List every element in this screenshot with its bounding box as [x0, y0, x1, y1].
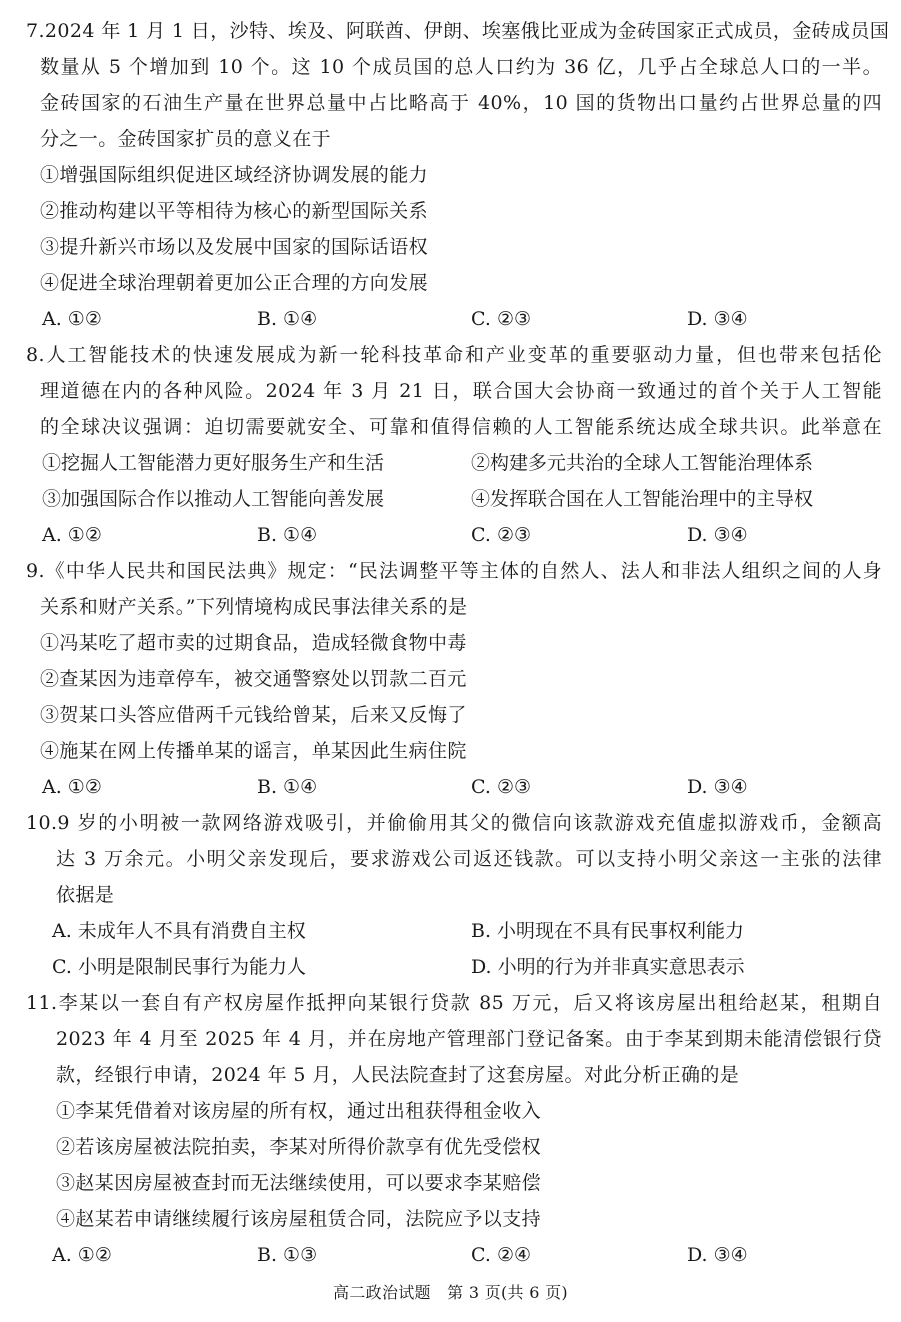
statement-item: ④促进全球治理朝着更加公正合理的方向发展 — [40, 272, 429, 294]
question-stem-line: 关系和财产关系。”下列情境构成民事法律关系的是 — [40, 596, 468, 618]
choice-c: C. ②③ — [471, 308, 532, 330]
choice-c: C. ②④ — [471, 1244, 532, 1266]
statement-item: ④施某在网上传播单某的谣言，单某因此生病住院 — [40, 740, 467, 762]
choice-b: B. 小明现在不具有民事权利能力 — [471, 920, 745, 942]
question-stem-line: 分之一。金砖国家扩员的意义在于 — [40, 128, 332, 150]
statement-item: ③提升新兴市场以及发展中国家的国际话语权 — [40, 236, 429, 258]
question-stem-line: 理道德在内的各种风险。2024 年 3 月 21 日，联合国大会协商一致通过的首个关于人工智能 — [40, 380, 882, 402]
question-stem-line: 金砖国家的石油生产量在世界总量中占比略高于 40%，10 国的货物出口量约占世界总量的四 — [40, 92, 882, 114]
choice-c: C. ②③ — [471, 524, 532, 546]
statement-item: ②查某因为违章停车，被交通警察处以罚款二百元 — [40, 668, 467, 690]
question-stem-line: 2023 年 4 月至 2025 年 4 月，并在房地产管理部门登记备案。由于李某到期未能清偿银行贷 — [56, 1028, 882, 1050]
choice-a: A. ①② — [52, 1244, 112, 1266]
statement-item: ①李某凭借着对该房屋的所有权，通过出租获得租金收入 — [56, 1100, 542, 1122]
question-stem-line: 11.李某以一套自有产权房屋作抵押向某银行贷款 85 万元，后又将该房屋出租给赵某，租期自 — [26, 992, 882, 1014]
choice-d: D. ③④ — [687, 1244, 748, 1266]
choice-a: A. ①② — [42, 524, 102, 546]
choice-c: C. ②③ — [471, 776, 532, 798]
statement-item: ②若该房屋被法院拍卖，李某对所得价款享有优先受偿权 — [56, 1136, 542, 1158]
choice-b: B. ①④ — [257, 308, 318, 330]
choice-c: C. 小明是限制民事行为能力人 — [52, 956, 306, 978]
statement-item: ①冯某吃了超市卖的过期食品，造成轻微食物中毒 — [40, 632, 467, 654]
choice-d: D. ③④ — [687, 776, 748, 798]
statement-item: ②构建多元共治的全球人工智能治理体系 — [471, 452, 814, 474]
question-stem-line: 的全球决议强调：迫切需要就安全、可靠和值得信赖的人工智能系统达成全球共识。此举意在 — [40, 416, 882, 438]
choice-a: A. ①② — [42, 776, 102, 798]
statement-item: ④发挥联合国在人工智能治理中的主导权 — [471, 488, 814, 510]
choice-d: D. 小明的行为并非真实意思表示 — [471, 956, 745, 978]
choice-b: B. ①③ — [257, 1244, 318, 1266]
question-stem-line: 依据是 — [56, 884, 115, 906]
choice-d: D. ③④ — [687, 524, 748, 546]
choice-a: A. 未成年人不具有消费自主权 — [52, 920, 306, 942]
statement-item: ③赵某因房屋被查封而无法继续使用，可以要求李某赔偿 — [56, 1172, 542, 1194]
question-stem-line: 款，经银行申请，2024 年 5 月，人民法院查封了这套房屋。对此分析正确的是 — [56, 1064, 740, 1086]
question-stem-line: 9.《中华人民共和国民法典》规定：“民法调整平等主体的自然人、法人和非法人组织之间的人身 — [26, 560, 882, 582]
choice-d: D. ③④ — [687, 308, 748, 330]
statement-item: ④赵某若申请继续履行该房屋租赁合同，法院应予以支持 — [56, 1208, 542, 1230]
statement-item: ①增强国际组织促进区域经济协调发展的能力 — [40, 164, 429, 186]
choice-b: B. ①④ — [257, 524, 318, 546]
question-stem-line: 数量从 5 个增加到 10 个。这 10 个成员国的总人口约为 36 亿，几乎占全球总人口的一半。 — [40, 56, 882, 78]
choice-a: A. ①② — [42, 308, 102, 330]
page-footer: 高二政治试题 第 3 页(共 6 页) — [333, 1283, 568, 1302]
statement-item: ③贺某口头答应借两千元钱给曾某，后来又反悔了 — [40, 704, 467, 726]
choice-b: B. ①④ — [257, 776, 318, 798]
statement-item: ③加强国际合作以推动人工智能向善发展 — [42, 488, 385, 510]
question-stem-line: 10.9 岁的小明被一款网络游戏吸引，并偷偷用其父的微信向该款游戏充值虚拟游戏币，金额高 — [26, 812, 882, 834]
statement-item: ①挖掘人工智能潜力更好服务生产和生活 — [42, 452, 385, 474]
statement-item: ②推动构建以平等相待为核心的新型国际关系 — [40, 200, 429, 222]
question-stem-line: 8.人工智能技术的快速发展成为新一轮科技革命和产业变革的重要驱动力量，但也带来包括伦 — [26, 344, 882, 366]
question-stem-line: 7.2024 年 1 月 1 日，沙特、埃及、阿联酋、伊朗、埃塞俄比亚成为金砖国家正式成员，金砖成员国 — [26, 20, 890, 42]
question-stem-line: 达 3 万余元。小明父亲发现后，要求游戏公司返还钱款。可以支持小明父亲这一主张的法律 — [56, 848, 882, 870]
